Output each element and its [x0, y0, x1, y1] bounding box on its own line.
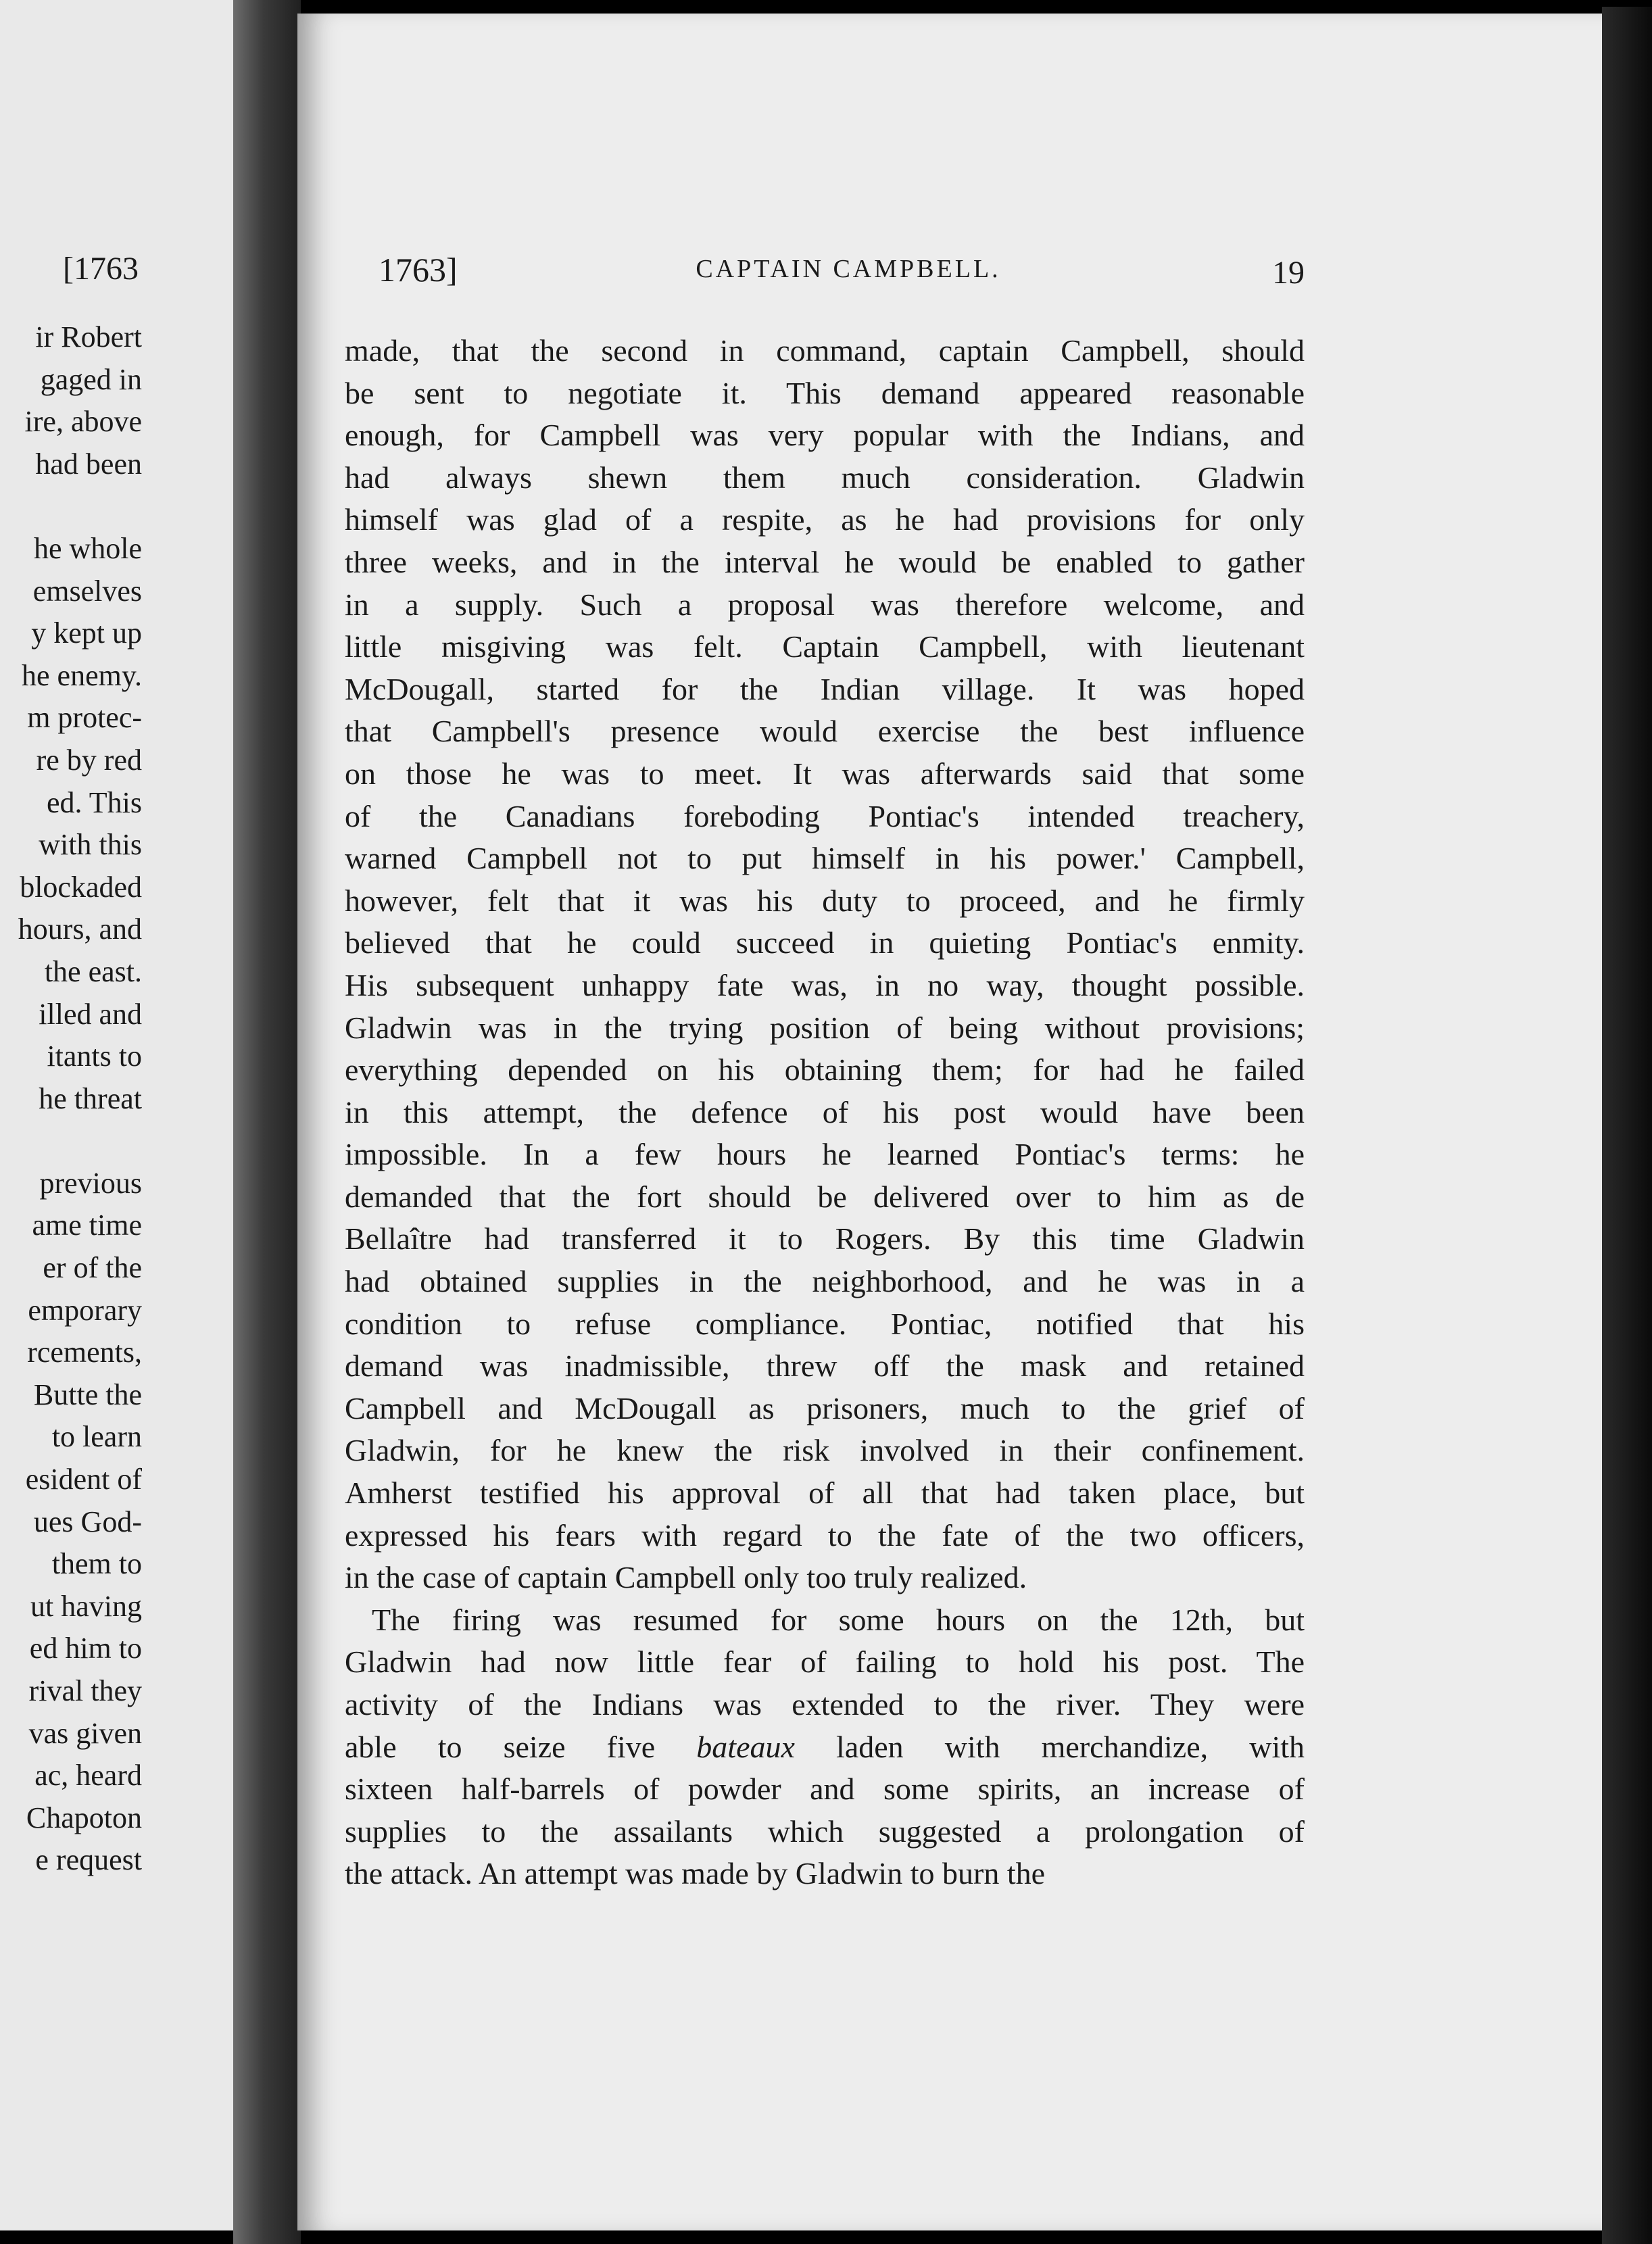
previous-page-line: m protec-	[27, 701, 142, 735]
previous-page-line: rcements,	[27, 1336, 142, 1369]
text-line: everything depended on his obtaining them; for had he failed	[345, 1052, 1305, 1088]
text-line: had obtained supplies in the neighborhood, and he was in a	[345, 1264, 1305, 1299]
page-edge-shadow	[1602, 7, 1652, 2244]
previous-page-line: emporary	[28, 1293, 142, 1327]
text-line: Gladwin had now little fear of failing to hold his post. The	[345, 1644, 1305, 1680]
text-line: in a supply. Such a proposal was therefore welcome, and	[345, 587, 1305, 622]
previous-page-line: rival they	[28, 1674, 142, 1707]
text-line: in this attempt, the defence of his post would have been	[345, 1094, 1305, 1129]
previous-page-line: them to	[51, 1547, 142, 1581]
running-header	[379, 250, 1318, 297]
previous-page-line: ut having	[30, 1589, 142, 1623]
previous-page-line: itants to	[47, 1040, 142, 1073]
previous-page-line: had been	[35, 447, 142, 481]
previous-page-line: e request	[35, 1843, 142, 1877]
previous-page-line	[0, 1120, 142, 1163]
previous-page-line: illed and	[39, 997, 142, 1031]
text-line: demand was inadmissible, threw off the mask and retained	[345, 1348, 1305, 1384]
previous-page-line: esident of	[25, 1463, 142, 1496]
previous-page-line: Butte the	[33, 1377, 142, 1411]
text-line: of the Canadians foreboding Pontiac's intended treachery,	[345, 798, 1305, 833]
previous-page-line: vas given	[28, 1716, 142, 1750]
text-line: that Campbell's presence would exercise the best influence	[345, 714, 1305, 749]
previous-page-line: re by red	[36, 743, 142, 777]
previous-page-line: the east.	[44, 954, 142, 988]
previous-page-line: emselves	[32, 574, 142, 608]
previous-page-line: ac, heard	[34, 1759, 142, 1792]
text-line: had always shewn them much consideration. Gladwin	[345, 460, 1305, 495]
text-line: Gladwin, for he knew the risk involved in their confinement.	[345, 1433, 1305, 1468]
previous-page-line: hours, and	[18, 912, 142, 946]
text-line: be sent to negotiate it. This demand appeared reasonable	[345, 375, 1305, 410]
text-line: on those he was to meet. It was afterwards said that some	[345, 756, 1305, 791]
previous-page-line: ed. This	[47, 785, 142, 819]
text-line: warned Campbell not to put himself in his power.' Campbell,	[345, 841, 1305, 876]
text-line: activity of the Indians was extended to the river. They were	[345, 1687, 1305, 1722]
text-line: condition to refuse compliance. Pontiac, notified that his	[345, 1306, 1305, 1341]
text-line: expressed his fears with regard to the fate of the two officers,	[345, 1517, 1305, 1553]
previous-page-fragment	[0, 0, 235, 2230]
previous-page-line: ire, above	[24, 405, 142, 439]
previous-page-line	[0, 485, 142, 528]
text-line: able to seize five bateaux laden with merchandize, with	[345, 1729, 1305, 1764]
previous-page-line: previous	[39, 1166, 142, 1200]
page-number: 19	[1272, 255, 1305, 291]
previous-page-line: he threat	[39, 1081, 142, 1115]
text-line: however, felt that it was his duty to proceed, and he firmly	[345, 883, 1305, 918]
text-line: the attack. An attempt was made by Gladwin to burn the	[345, 1856, 1046, 1891]
text-line: little misgiving was felt. Captain Campbell, with lieutenant	[345, 629, 1305, 664]
text-line: himself was glad of a respite, as he had provisions for only	[345, 502, 1305, 537]
text-line: sixteen half-barrels of powder and some spirits, an increase of	[345, 1772, 1305, 1807]
previous-page-line: he enemy.	[22, 658, 142, 692]
book-gutter	[233, 0, 301, 2244]
previous-page-line: he whole	[33, 531, 142, 565]
header-year: 1763]	[379, 251, 458, 289]
text-line: Bellaître had transferred it to Rogers. By this time Gladwin	[345, 1221, 1305, 1257]
text-line: believed that he could succeed in quieting Pontiac's enmity.	[345, 925, 1305, 960]
text-line: in the case of captain Campbell only too truly realized.	[345, 1560, 1027, 1595]
previous-page-text	[0, 316, 142, 1882]
previous-page-line: gaged in	[40, 362, 142, 396]
text-line: supplies to the assailants which suggested a prolongation of	[345, 1813, 1305, 1849]
text-line: demanded that the fort should be delivered over to him as de	[345, 1179, 1305, 1214]
previous-page-line: to learn	[51, 1420, 142, 1454]
text-line: impossible. In a few hours he learned Pontiac's terms: he	[345, 1137, 1305, 1172]
previous-page-header: [1763	[63, 251, 139, 287]
previous-page-line: er of the	[43, 1251, 142, 1285]
text-line: Amherst testified his approval of all that had taken place, but	[345, 1475, 1305, 1511]
previous-page-line: ues God-	[33, 1505, 142, 1538]
previous-page-line: with this	[39, 828, 142, 862]
previous-page-line: y kept up	[31, 616, 142, 650]
previous-page-line: ed him to	[29, 1632, 142, 1665]
previous-page-line: Chapoton	[26, 1801, 142, 1834]
text-line: enough, for Campbell was very popular with the Indians, and	[345, 418, 1305, 453]
previous-page-line: ame time	[32, 1209, 142, 1242]
previous-page-line: blockaded	[20, 870, 142, 904]
body-text	[345, 330, 1305, 1895]
text-line: three weeks, and in the interval he would be enabled to gather	[345, 544, 1305, 579]
text-line: Gladwin was in the trying position of being without provisions;	[345, 1010, 1305, 1045]
previous-page-line: ir Robert	[35, 320, 142, 353]
text-line: The firing was resumed for some hours on the 12th, but	[372, 1602, 1305, 1637]
text-line: His subsequent unhappy fate was, in no way, thought possible.	[345, 967, 1305, 1002]
text-line: Campbell and McDougall as prisoners, much to the grief of	[345, 1390, 1305, 1425]
text-line: McDougall, started for the Indian village. It was hoped	[345, 671, 1305, 706]
text-line: made, that the second in command, captain Campbell, should	[345, 333, 1305, 368]
chapter-title: CAPTAIN CAMPBELL.	[696, 255, 1001, 283]
